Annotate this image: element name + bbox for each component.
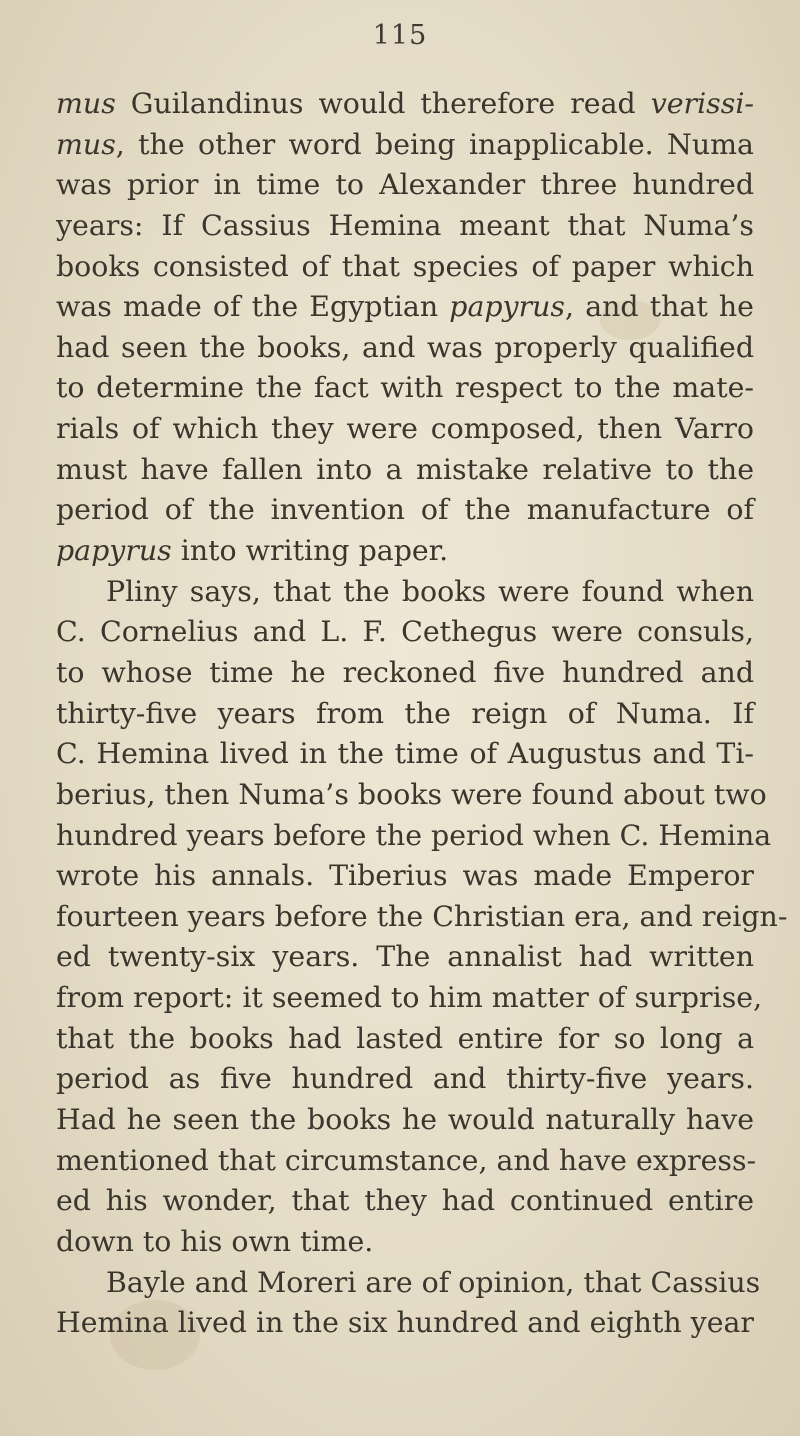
text-line: wrote his annals. Tiberius was made Emperor [56,859,754,893]
text-line: ed his wonder, that they had continued entire [56,1184,754,1218]
text-line: ed twenty-six years. The annalist had written [56,940,754,974]
text-line: must have fallen into a mistake relative to the [56,452,754,486]
text-line: years: If Cassius Hemina meant that Numa’s [56,208,754,242]
text-line: mentioned that circumstance, and have express- [56,1143,757,1177]
text-line: down to his own time. [56,1224,374,1258]
text-line: was prior in time to Alexander three hundred [56,168,754,202]
text-line: rials of which they were composed, then Varro [56,412,754,446]
text-line [56,125,754,166]
text-line: thirty-five years from the reign of Numa. If [56,696,754,730]
text-line: berius, then Numa’s books were found about two [56,777,767,811]
text-run: into writing paper. [171,534,449,568]
paragraph-start-line: Bayle and Moreri are of opinion, that Cassius [106,1265,761,1299]
italic-word: papyrus [56,534,172,568]
text-line [56,531,754,572]
text-line: that the books had lasted entire for so long a [56,1021,754,1055]
page-number: 115 [372,20,428,51]
text-run: was made of the Egyptian [56,290,450,324]
italic-word: verissi- [650,87,754,120]
paragraph-start-line: Pliny says, that the books were found when [106,574,754,608]
italic-word: papyrus [449,290,566,324]
text-line: fourteen years before the Christian era, and reign- [56,899,788,933]
italic-word: mus [56,87,116,120]
text-run: , the other word being inapplicable. Numa [115,127,754,161]
text-line: hundred years before the period when C. Hemina [56,818,772,852]
text-line [56,84,754,125]
text-run: , and that he [565,290,754,324]
text-line: had seen the books, and was properly qualified [56,330,754,364]
text-line: C. Hemina lived in the time of Augustus and Ti- [56,737,754,771]
italic-word: mus [56,127,116,161]
body-text [56,84,788,1344]
text-line: Hemina lived in the six hundred and eighth year [56,1306,754,1340]
text-line: period as five hundred and thirty-five years. [56,1062,754,1096]
text-line: period of the invention of the manufacture of [56,493,754,527]
text-line: to whose time he reckoned five hundred and [56,655,754,689]
text-line: books consisted of that species of paper which [56,249,754,283]
text-line [56,287,754,328]
text-line: C. Cornelius and L. F. Cethegus were consuls, [56,615,754,649]
text-line: to determine the fact with respect to the mate- [56,371,754,405]
text-run: Guilandinus would therefore read [115,87,651,120]
text-line: Had he seen the books he would naturally have [56,1103,754,1137]
text-line: from report: it seemed to him matter of surprise, [56,981,763,1015]
